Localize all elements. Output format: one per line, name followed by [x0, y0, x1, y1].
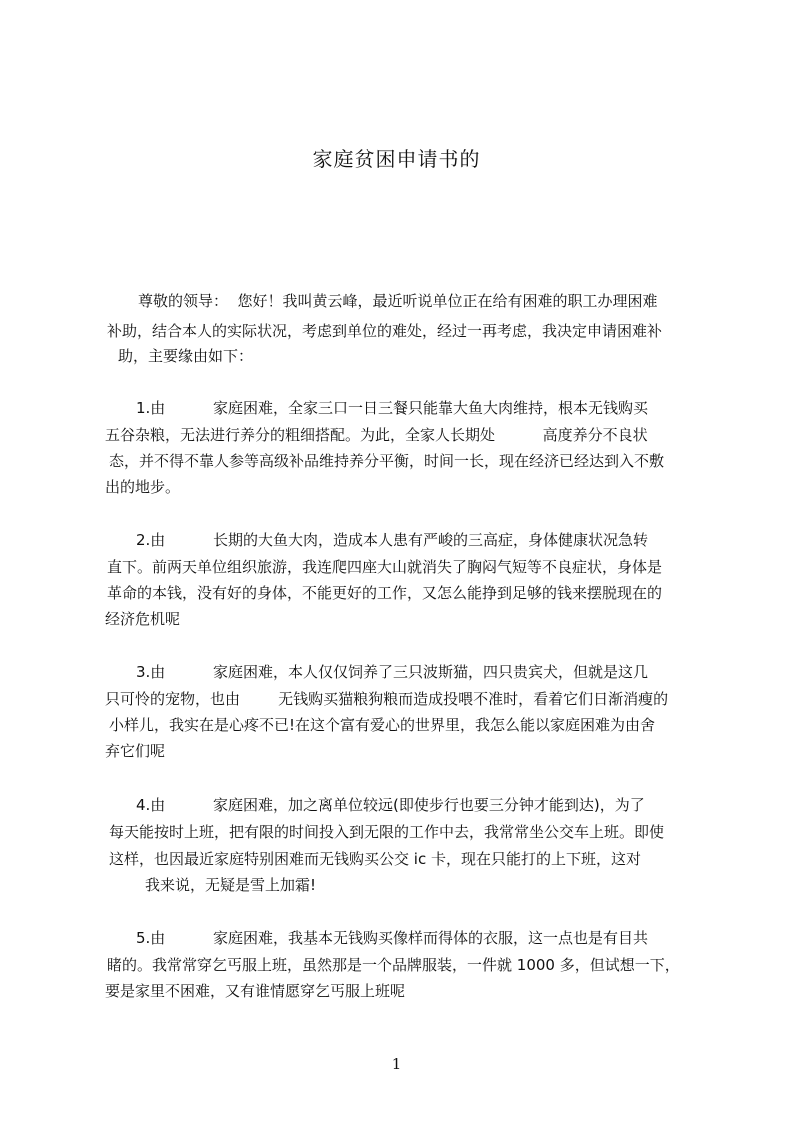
- reason-4-line-3: 这样，也因最近家庭特别困难而无钱购买公交 ic 卡，现在只能打的上下班，这对: [109, 850, 641, 868]
- reason-5-line-2: 睹的。我常常穿乞丐服上班，虽然那是一个品牌服装，一件就 1000 多，但试想一下，: [107, 956, 680, 974]
- reason-5-line-3: 要是家里不困难，又有谁情愿穿乞丐服上班呢: [105, 982, 406, 1000]
- reason-1-line-3: 态，并不得不靠人参等高级补品维持养分平衡，时间一长，现在经济已经达到入不敷: [109, 452, 665, 470]
- reason-2-line-3: 革命的本钱，没有好的身体，不能更好的工作，又怎么能挣到足够的钱来摆脱现在的: [107, 584, 663, 602]
- page-number: 1: [391, 1055, 402, 1073]
- reason-1-line-1: 1.由 家庭困难，全家三口一日三餐只能靠大鱼大肉维持，根本无钱购买: [136, 399, 648, 417]
- greeting-line-2: 补助，结合本人的实际状况，考虑到单位的难处，经过一再考虑，我决定申请困难补: [107, 322, 663, 340]
- reason-2-line-1: 2.由 长期的大鱼大肉，造成本人患有严峻的三高症，身体健康状况急转: [136, 531, 648, 549]
- reason-3-line-3: 小样儿，我实在是心疼不已!在这个富有爱心的世界里，我怎么能以家庭困难为由舍: [109, 716, 656, 734]
- reason-2-line-4: 经济危机呢: [105, 610, 181, 628]
- reason-3-line-4: 弃它们呢: [105, 742, 166, 760]
- reason-3-line-1: 3.由 家庭困难，本人仅仅饲养了三只波斯猫，四只贵宾犬，但就是这几: [136, 663, 648, 681]
- greeting-line-3: 助，主要缘由如下：: [118, 347, 254, 365]
- reason-4-line-1: 4.由 家庭困难，加之离单位较远(即使步行也要三分钟才能到达)，为了: [136, 796, 645, 814]
- reason-3-line-2: 只可怜的宠物，也由 无钱购买猫粮狗粮而造成投喂不准时，看着它们日渐消瘦的: [105, 690, 669, 708]
- greeting-line-1: 尊敬的领导： 您好！我叫黄云峰，最近听说单位正在给有困难的职工办理困难: [138, 292, 658, 310]
- reason-1-line-2: 五谷杂粮，无法进行养分的粗细搭配。为此，全家人长期处 高度养分不良状: [105, 426, 648, 444]
- reason-2-line-2: 直下。前两天单位组织旅游，我连爬四座大山就消失了胸闷气短等不良症状，身体是: [107, 558, 663, 576]
- reason-4-line-2: 每天能按时上班，把有限的时间投入到无限的工作中去，我常常坐公交车上班。即使: [109, 823, 665, 841]
- reason-1-line-4: 出的地步。: [105, 478, 181, 496]
- reason-5-line-1: 5.由 家庭困难，我基本无钱购买像样而得体的衣服，这一点也是有目共: [136, 929, 648, 947]
- reason-4-line-4: 我来说，无疑是雪上加霜!: [145, 876, 317, 894]
- document-title: 家庭贫困申请书的: [312, 147, 481, 171]
